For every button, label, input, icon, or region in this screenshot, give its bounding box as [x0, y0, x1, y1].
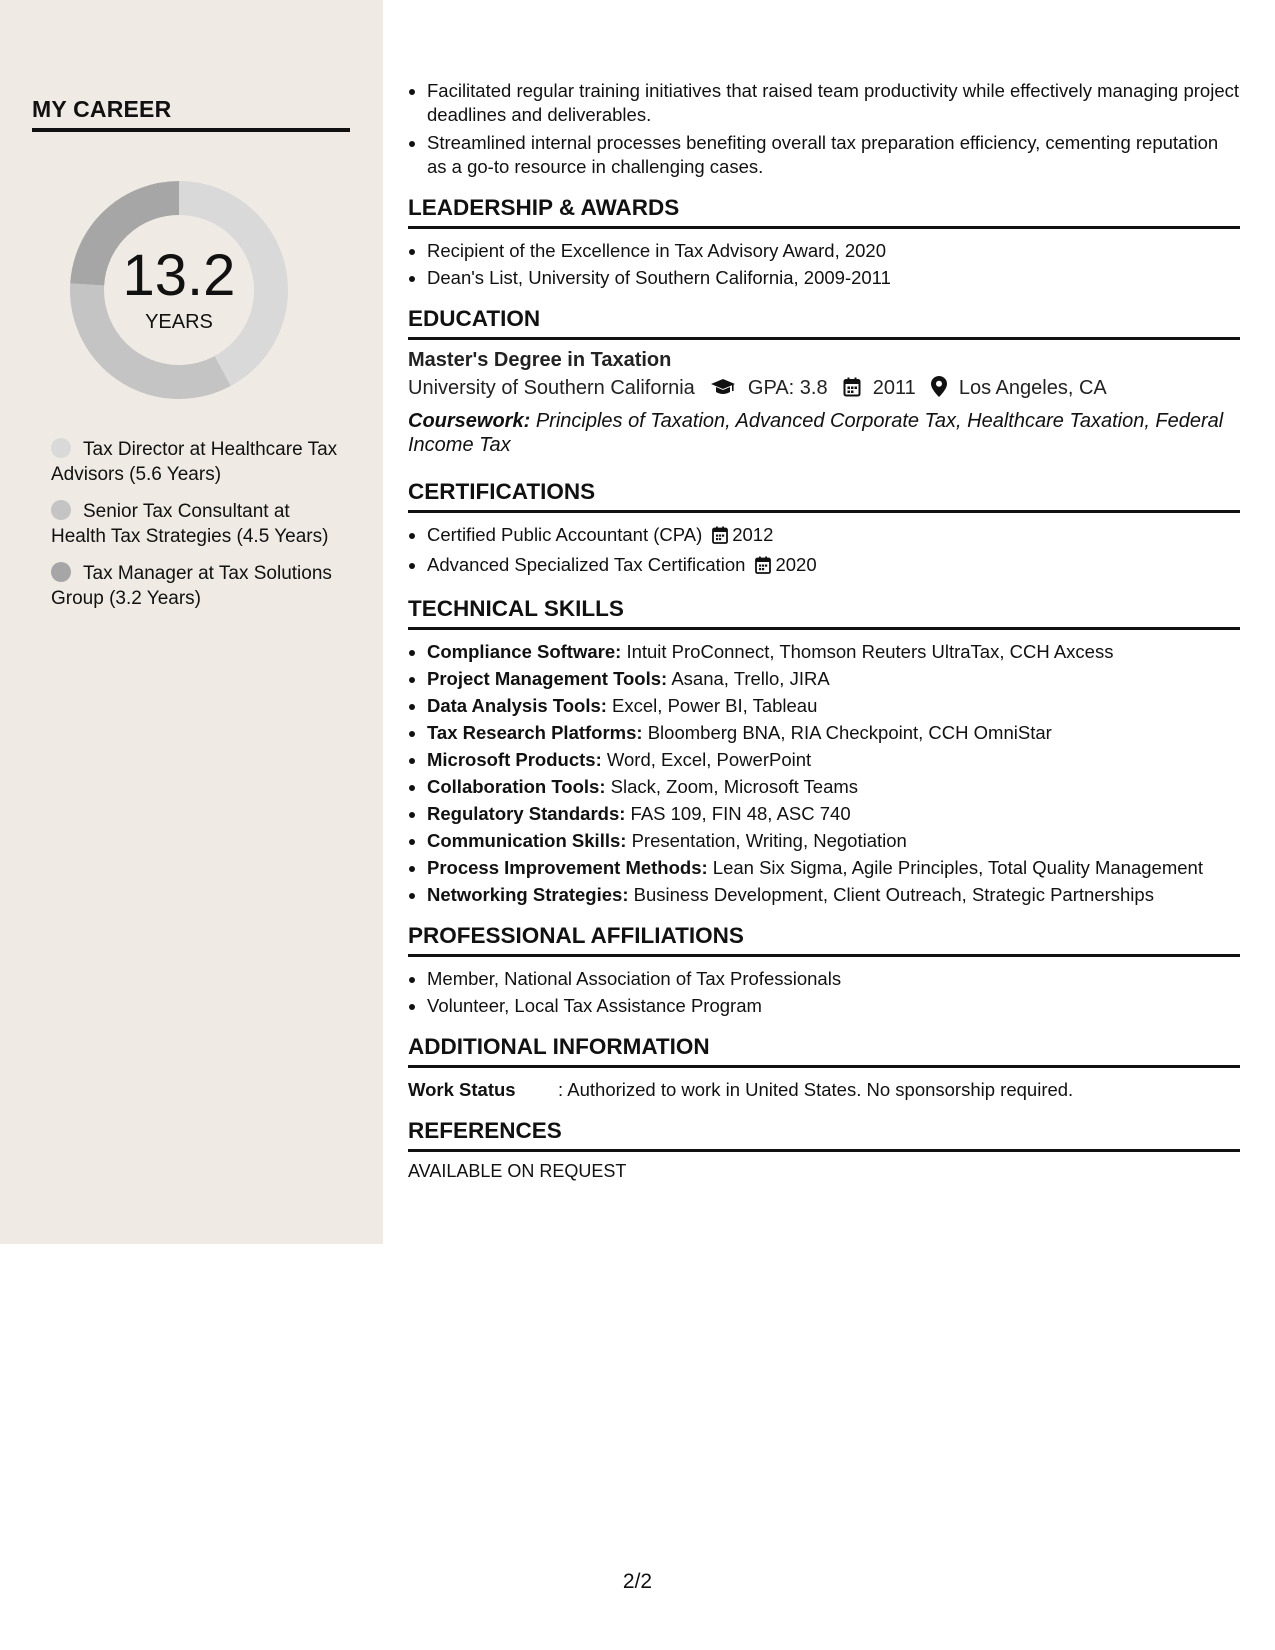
total-years-value: 13.2 — [122, 243, 236, 308]
education-section-title: EDUCATION — [408, 306, 1240, 340]
affiliations-section-title: PROFESSIONAL AFFILIATIONS — [408, 923, 1240, 957]
work-status-label: Work Status — [408, 1079, 516, 1100]
certifications-list — [408, 522, 1240, 580]
skill-label: Process Improvement Methods: — [427, 857, 708, 878]
skill-label: Compliance Software: — [427, 641, 622, 662]
total-years-unit: YEARS — [145, 311, 213, 333]
list-item: • Volunteer, Local Tax Assistance Program — [427, 993, 1240, 1018]
certification-year: 2020 — [775, 554, 817, 575]
skills-section-title: TECHNICAL SKILLS — [408, 596, 1240, 630]
skill-value: Slack, Zoom, Microsoft Teams — [610, 776, 859, 797]
skill-label: Project Management Tools: — [427, 668, 668, 689]
experience-bullet-list — [408, 79, 1240, 179]
skill-label: Regulatory Standards: — [427, 803, 626, 824]
graduation-year: 2011 — [872, 377, 916, 399]
skill-value: Excel, Power BI, Tableau — [612, 695, 818, 716]
career-item-label: Tax Director at Healthcare Tax Advisors (5.6 Years) — [51, 439, 338, 485]
calendar-icon — [755, 555, 771, 580]
list-item: • Member, National Association of Tax Professionals — [427, 966, 1240, 991]
references-section-title: REFERENCES — [408, 1118, 1240, 1152]
skill-label: Data Analysis Tools: — [427, 695, 607, 716]
graduation-cap-icon — [710, 377, 736, 403]
skill-label: Microsoft Products: — [427, 749, 602, 770]
skill-item — [427, 774, 1240, 799]
skills-list — [408, 639, 1240, 907]
skill-item — [427, 639, 1240, 664]
list-item: • Recipient of the Excellence in Tax Advisory Award, 2020 — [427, 238, 1240, 263]
skill-value: Business Development, Client Outreach, Strategic Partnerships — [633, 884, 1154, 905]
leadership-list — [408, 238, 1240, 290]
career-legend — [51, 437, 341, 623]
affiliations-list — [408, 966, 1240, 1018]
certification-year: 2012 — [732, 524, 774, 545]
skill-label: Communication Skills: — [427, 830, 627, 851]
career-item — [51, 499, 341, 549]
certifications-section-title: CERTIFICATIONS — [408, 479, 1240, 513]
skill-item — [427, 882, 1240, 907]
career-section-title: MY CAREER — [32, 96, 350, 132]
skill-item — [427, 693, 1240, 718]
list-item: • Streamlined internal processes benefiting overall tax preparation efficiency, cementing reputation as a go-to resource in challenging cases. — [427, 131, 1240, 179]
list-item: • Facilitated regular training initiatives that raised team productivity while effectively managing project deadlines and deliverables. — [427, 79, 1240, 127]
calendar-icon — [712, 525, 728, 550]
certification-name: Advanced Specialized Tax Certification — [427, 554, 746, 575]
certification-item — [427, 522, 1240, 550]
references-text: AVAILABLE ON REQUEST — [408, 1161, 627, 1181]
legend-dot — [51, 562, 71, 582]
skill-item — [427, 666, 1240, 691]
skill-item — [427, 855, 1240, 880]
school-name: University of Southern California — [408, 377, 695, 399]
coursework-list: Principles of Taxation, Advanced Corporate Tax, Healthcare Taxation, Federal Income Tax — [408, 410, 1224, 456]
skill-item — [427, 828, 1240, 853]
skill-label: Tax Research Platforms: — [427, 722, 643, 743]
skill-value: Intuit ProConnect, Thomson Reuters UltraTax, CCH Axcess — [626, 641, 1114, 662]
list-item: • Dean's List, University of Southern California, 2009-2011 — [427, 265, 1240, 290]
work-status-value: : Authorized to work in United States. No sponsorship required. — [558, 1079, 1074, 1100]
skill-label: Networking Strategies: — [427, 884, 629, 905]
skill-value: Presentation, Writing, Negotiation — [631, 830, 907, 851]
location-pin-icon — [931, 376, 947, 403]
legend-dot — [51, 500, 71, 520]
coursework — [408, 409, 1240, 457]
skill-value: FAS 109, FIN 48, ASC 740 — [630, 803, 851, 824]
skill-value: Word, Excel, PowerPoint — [606, 749, 812, 770]
skill-value: Bloomberg BNA, RIA Checkpoint, CCH OmniStar — [647, 722, 1052, 743]
leadership-section-title: LEADERSHIP & AWARDS — [408, 195, 1240, 229]
calendar-icon — [843, 377, 861, 403]
career-item-label: Tax Manager at Tax Solutions Group (3.2 Years) — [51, 563, 332, 609]
coursework-label: Coursework: — [408, 410, 531, 432]
page-number: 2/2 — [622, 1570, 653, 1593]
legend-dot — [51, 438, 71, 458]
education-details — [408, 376, 1240, 403]
career-item — [51, 561, 341, 611]
main-content — [408, 79, 1240, 1182]
career-item-label: Senior Tax Consultant at Health Tax Strategies (4.5 Years) — [51, 501, 329, 547]
school-location: Los Angeles, CA — [958, 377, 1107, 399]
sidebar — [0, 0, 383, 1244]
skill-value: Lean Six Sigma, Agile Principles, Total Quality Management — [712, 857, 1203, 878]
skill-item — [427, 801, 1240, 826]
gpa: GPA: 3.8 — [747, 377, 828, 399]
skill-item — [427, 747, 1240, 772]
skill-item — [427, 720, 1240, 745]
skill-value: Asana, Trello, JIRA — [671, 668, 830, 689]
additional-info-section-title: ADDITIONAL INFORMATION — [408, 1034, 1240, 1068]
degree-title: Master's Degree in Taxation — [408, 349, 672, 371]
certification-name: Certified Public Accountant (CPA) — [427, 524, 703, 545]
certification-item — [427, 552, 1240, 580]
work-status-row — [408, 1077, 1240, 1102]
career-item — [51, 437, 341, 487]
skill-label: Collaboration Tools: — [427, 776, 606, 797]
